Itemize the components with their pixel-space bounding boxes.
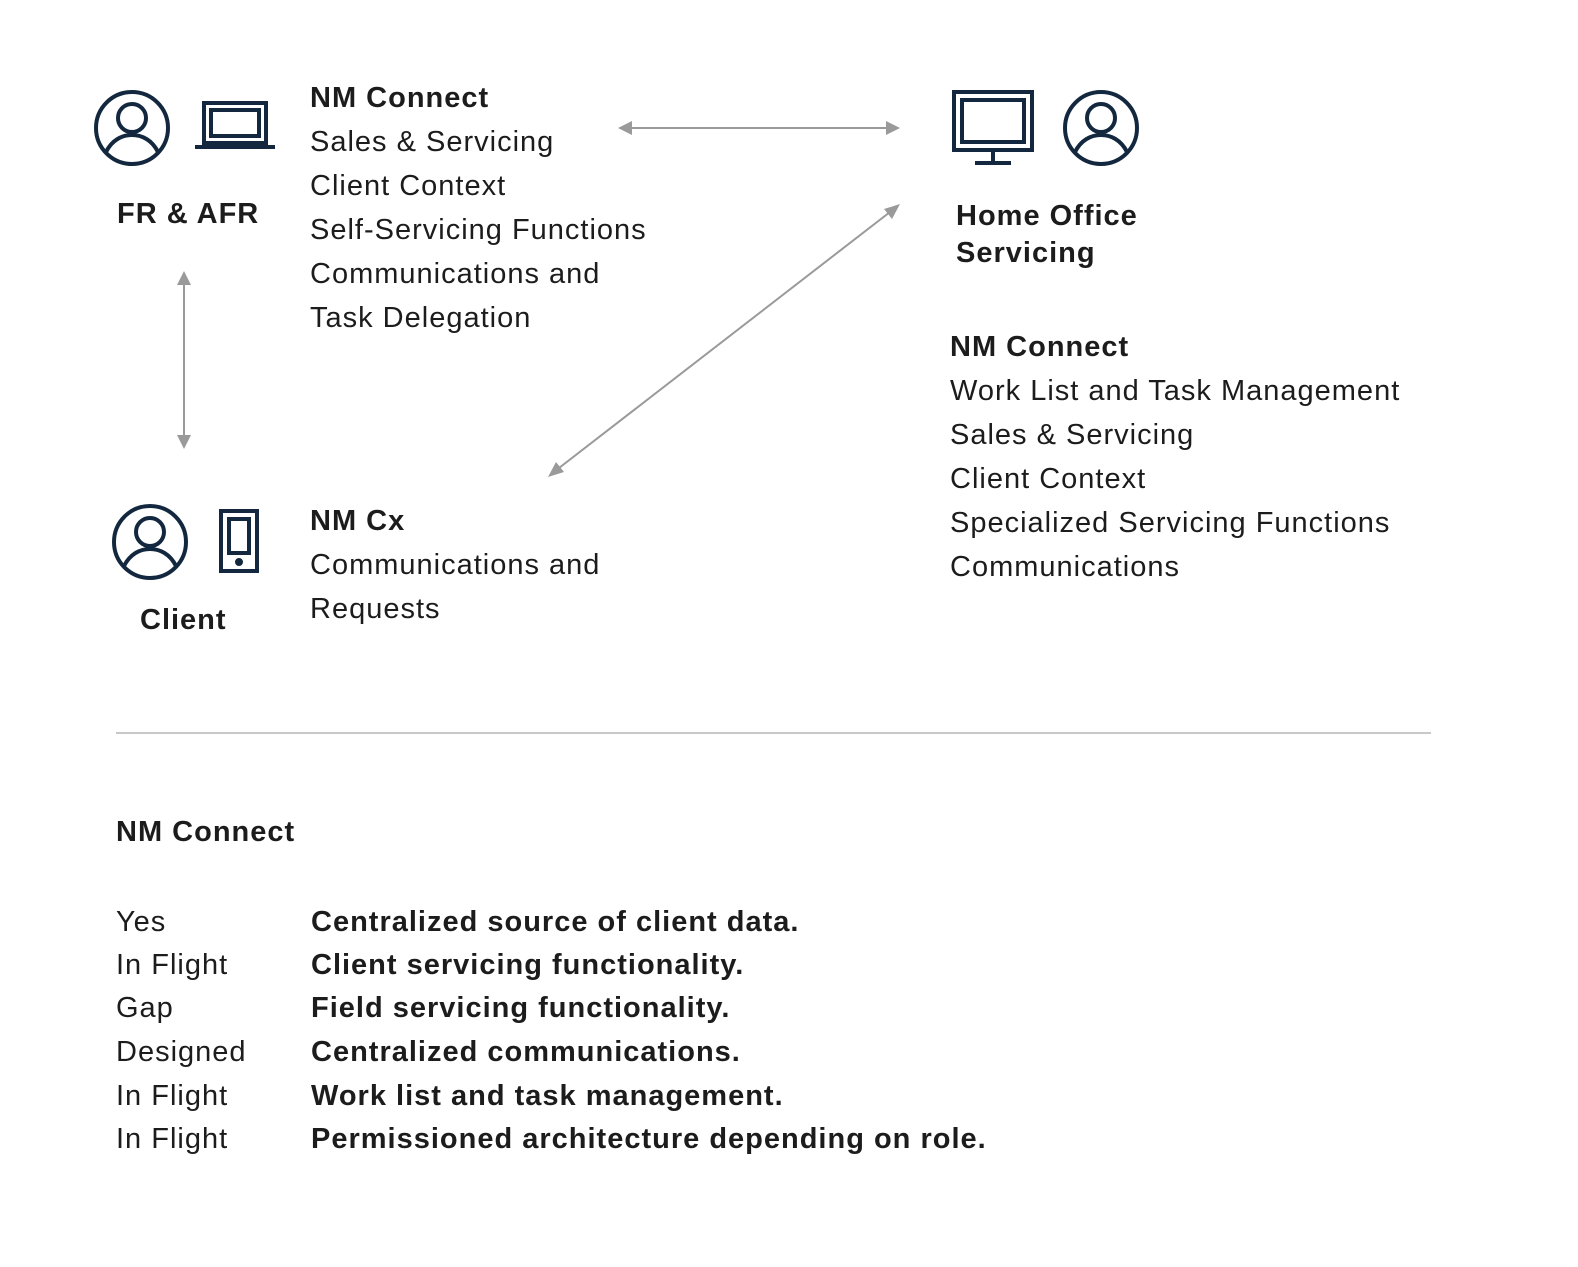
actor-home-office-label-line: Home Office [956, 200, 1138, 232]
client-capability-item: Requests [310, 593, 441, 625]
status-label: In Flight [116, 949, 229, 981]
status-description: Client servicing functionality. [311, 949, 745, 981]
section-divider [116, 732, 1431, 734]
status-label: Designed [116, 1036, 247, 1068]
fr-capability-item: Client Context [310, 170, 507, 202]
status-description: Centralized communications. [311, 1036, 741, 1068]
status-description: Centralized source of client data. [311, 906, 800, 938]
client-capability-item: Communications and [310, 549, 601, 581]
home-office-capability-item: Client Context [950, 463, 1147, 495]
actor-client [108, 500, 278, 650]
home-office-capability-item: Communications [950, 551, 1180, 583]
monitor-icon [951, 89, 1035, 169]
connector-fr-client [177, 271, 191, 449]
fr-capabilities-title: NM Connect [310, 82, 490, 114]
fr-capabilities [310, 76, 647, 340]
status-description: Work list and task management. [311, 1080, 784, 1112]
actor-home-office-label [956, 198, 1138, 272]
actor-home-office [950, 86, 1170, 276]
fr-capability-item: Self-Servicing Functions [310, 214, 647, 246]
person-icon [110, 502, 190, 582]
fr-capability-item: Communications and [310, 258, 601, 290]
actor-fr-label: FR & AFR [117, 198, 260, 230]
actor-client-label: Client [140, 604, 227, 636]
person-icon [1061, 88, 1141, 168]
status-label: Yes [116, 906, 167, 938]
fr-capability-item: Sales & Servicing [310, 126, 555, 158]
home-office-capability-item: Sales & Servicing [950, 419, 1195, 451]
client-capabilities [310, 499, 600, 631]
actor-home-office-label-line: Servicing [956, 237, 1096, 269]
status-label: In Flight [116, 1080, 229, 1112]
person-icon [92, 88, 172, 168]
fr-capability-item: Task Delegation [310, 302, 532, 334]
client-capabilities-title: NM Cx [310, 505, 406, 537]
phone-icon [218, 508, 260, 574]
home-office-capabilities [950, 325, 1400, 589]
connector-fr-home-office [618, 121, 900, 135]
actor-fr [90, 86, 280, 236]
home-office-capability-item: Work List and Task Management [950, 375, 1401, 407]
status-label: Gap [116, 992, 174, 1024]
laptop-icon [195, 100, 275, 160]
home-office-capabilities-title: NM Connect [950, 331, 1130, 363]
home-office-capability-item: Specialized Servicing Functions [950, 507, 1391, 539]
status-description: Permissioned architecture depending on role. [311, 1123, 987, 1155]
summary-heading: NM Connect [116, 816, 296, 848]
status-description: Field servicing functionality. [311, 992, 731, 1024]
status-label: In Flight [116, 1123, 229, 1155]
